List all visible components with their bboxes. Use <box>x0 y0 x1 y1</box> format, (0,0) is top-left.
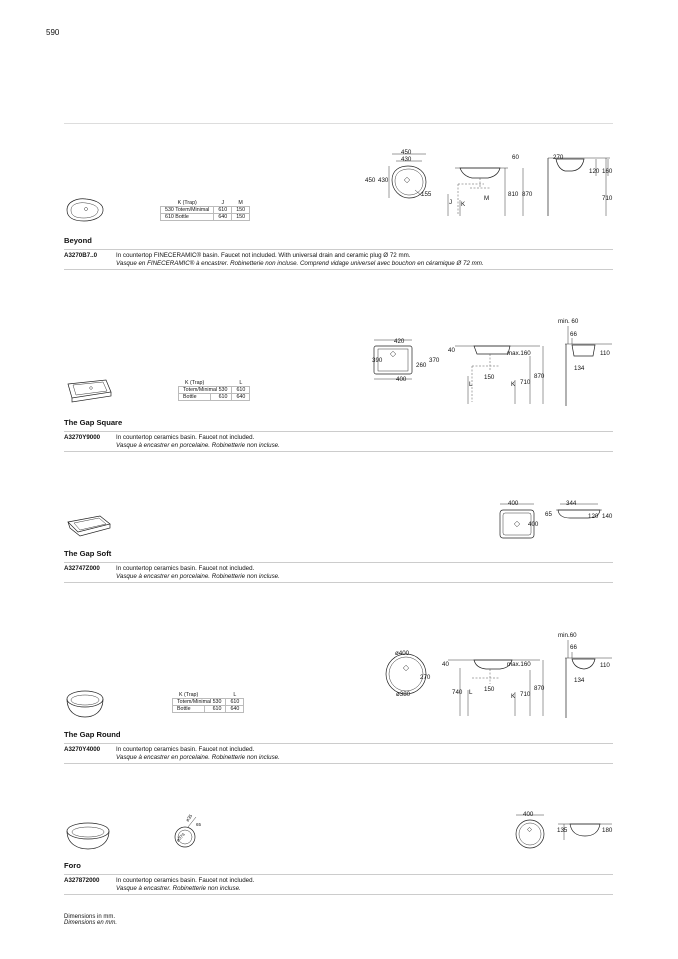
footer-fr: Dimensions en mm. <box>64 920 118 926</box>
dimension-label: K <box>511 381 516 388</box>
product-code: A3270Y9000 <box>64 434 101 441</box>
dimension-label: max.160 <box>507 661 531 668</box>
dimension-label: 710 <box>602 195 613 202</box>
dimension-label: 400 <box>528 521 539 528</box>
table-cell: Totem/Minimal 530 <box>173 699 226 706</box>
dimension-label: 40 <box>448 347 455 354</box>
table-cell: 610 <box>232 387 250 394</box>
product-code: A327872000 <box>64 877 100 884</box>
dimension-label: 400 <box>508 500 519 507</box>
dimension-label: 110 <box>600 350 610 357</box>
dimension-label: 40 <box>442 661 449 668</box>
dimension-label: 260 <box>416 362 427 369</box>
product-spec-row <box>64 431 613 452</box>
dimension-label: 420 <box>394 338 405 345</box>
dimension-label: 710 <box>520 379 531 386</box>
dimension-label: 120 <box>589 168 600 175</box>
dimension-label: min. 60 <box>558 318 579 325</box>
dimension-label: 66 <box>570 644 577 651</box>
gap-square-technical-drawing <box>360 316 620 408</box>
description-fr: Vasque à encastrer. Robinetterie non incluse. <box>116 885 241 892</box>
product-spec-row <box>64 743 613 764</box>
dimension-label: ø380 <box>396 691 411 698</box>
description-en: In countertop ceramics basin. Faucet not included. <box>116 565 255 572</box>
foro-drain-detail <box>170 812 210 852</box>
product-title: The Gap Soft <box>64 549 112 558</box>
dimension-label: ø374 <box>175 831 186 843</box>
dimension-label: ø35 <box>184 813 194 823</box>
dimension-label: 810 <box>508 191 519 198</box>
gap-round-spec-table <box>172 692 244 713</box>
top-divider <box>64 123 613 124</box>
foro-technical-drawing <box>500 806 620 852</box>
table-cell: 640 <box>214 214 232 221</box>
dimension-label: 155 <box>421 191 432 198</box>
dimension-label: 160 <box>602 168 613 175</box>
footer-note <box>64 914 117 926</box>
table-cell: 610 Bottle <box>161 214 214 221</box>
product-code: A32747Z000 <box>64 565 100 572</box>
gap-soft-technical-drawing <box>490 496 620 544</box>
description-fr: Vasque en FINECERAMIC® à encastrer. Robinetterie non incluse. Comprend vidage universel avec bouchon en céramique Ø 72 mm. <box>116 260 484 267</box>
dimension-label: 870 <box>534 373 545 380</box>
dimension-label: 140 <box>602 513 613 520</box>
dimension-label: 134 <box>574 677 585 684</box>
dimension-label: ø400 <box>395 650 410 657</box>
dimension-label: 150 <box>484 686 495 693</box>
table-header: K (Trap) <box>185 380 205 386</box>
dimension-label: L <box>469 689 473 696</box>
dimension-label: 370 <box>429 357 440 364</box>
dimension-label: 65 <box>545 511 552 518</box>
dimension-label: 450 <box>365 177 376 184</box>
dimension-label: 870 <box>522 191 533 198</box>
product-title: Foro <box>64 861 81 870</box>
gap-soft-basin-photo <box>64 512 114 538</box>
description-en: In countertop ceramics basin. Faucet not included. <box>116 877 255 884</box>
table-cell: 530 Totem/Minimal <box>161 207 214 214</box>
description-en: In countertop ceramics basin. Faucet not included. <box>116 434 255 441</box>
dimension-label: L <box>469 381 473 388</box>
table-header: J <box>221 200 225 206</box>
product-spec-row <box>64 874 613 895</box>
dimension-label: 60 <box>512 154 519 161</box>
beyond-basin-photo <box>64 196 106 224</box>
dimension-label: 870 <box>534 685 545 692</box>
dimension-label: 710 <box>520 691 531 698</box>
dimension-label: K <box>511 693 516 700</box>
product-title: The Gap Square <box>64 418 123 427</box>
dimension-label: 66 <box>570 331 577 338</box>
dimension-label: 400 <box>396 376 407 383</box>
dimension-label: 134 <box>574 365 585 372</box>
table-cell: 640 <box>232 394 250 401</box>
dimension-label: 120 <box>588 513 599 520</box>
description-fr: Vasque à encastrer en porcelaine. Robinetterie non incluse. <box>116 754 280 761</box>
description-fr: Vasque à encastrer en porcelaine. Robinetterie non incluse. <box>116 573 280 580</box>
product-spec-row <box>64 249 613 270</box>
dimension-label: 180 <box>602 827 613 834</box>
dimension-label: min.60 <box>558 632 577 639</box>
beyond-technical-drawing <box>360 144 620 220</box>
description-en: In countertop FINECERAMIC® basin. Faucet not included. With universal drain and ceramic plug Ø 72 mm. <box>116 252 411 259</box>
table-cell: 610 <box>205 706 226 713</box>
foro-basin-photo <box>64 820 112 852</box>
table-cell: 610 <box>211 394 232 401</box>
dimension-label: max.160 <box>507 350 531 357</box>
dimension-label: 150 <box>484 374 495 381</box>
description-fr: Vasque à encastrer en porcelaine. Robinetterie non incluse. <box>116 442 280 449</box>
table-cell: Totem/Minimal 530 <box>179 387 232 394</box>
table-cell: Bottle <box>179 394 211 401</box>
product-title: The Gap Round <box>64 730 121 739</box>
table-cell: 610 <box>226 699 244 706</box>
dimension-label: 135 <box>557 827 568 834</box>
dimension-label: 400 <box>523 811 534 818</box>
gap-round-technical-drawing <box>360 628 620 720</box>
beyond-spec-table <box>160 200 250 221</box>
dimension-label: M <box>484 195 490 202</box>
dimension-label: 390 <box>372 357 383 364</box>
dimension-label: 110 <box>600 662 610 669</box>
table-header: L <box>239 380 243 386</box>
product-spec-row <box>64 562 613 583</box>
table-header: M <box>238 200 243 206</box>
footer-en: Dimensions in mm. <box>64 914 116 920</box>
gap-square-basin-photo <box>64 370 114 406</box>
product-title: Beyond <box>64 236 92 245</box>
table-cell: 150 <box>232 207 250 214</box>
table-cell: 150 <box>232 214 250 221</box>
table-cell: 640 <box>226 706 244 713</box>
page-number: 590 <box>46 28 60 37</box>
dimension-label: 65 <box>196 822 202 827</box>
table-header: K (Trap) <box>177 200 197 206</box>
table-cell: Bottle <box>173 706 205 713</box>
table-header: L <box>233 692 237 698</box>
dimension-label: 270 <box>420 674 431 681</box>
gap-round-basin-photo <box>64 688 106 720</box>
dimension-label: 270 <box>553 154 564 161</box>
dimension-label: 430 <box>378 177 389 184</box>
dimension-label: 430 <box>401 156 412 163</box>
dimension-label: 740 <box>452 689 463 696</box>
dimension-label: J <box>449 199 453 206</box>
description-en: In countertop ceramics basin. Faucet not included. <box>116 746 255 753</box>
product-code: A3270B7..0 <box>64 252 98 259</box>
dimension-label: K <box>461 201 466 208</box>
table-header: K (Trap) <box>179 692 199 698</box>
dimension-label: 344 <box>566 500 577 507</box>
gap-square-spec-table <box>178 380 250 401</box>
table-cell: 610 <box>214 207 232 214</box>
dimension-label: 450 <box>401 149 412 156</box>
product-code: A3270Y4000 <box>64 746 101 753</box>
